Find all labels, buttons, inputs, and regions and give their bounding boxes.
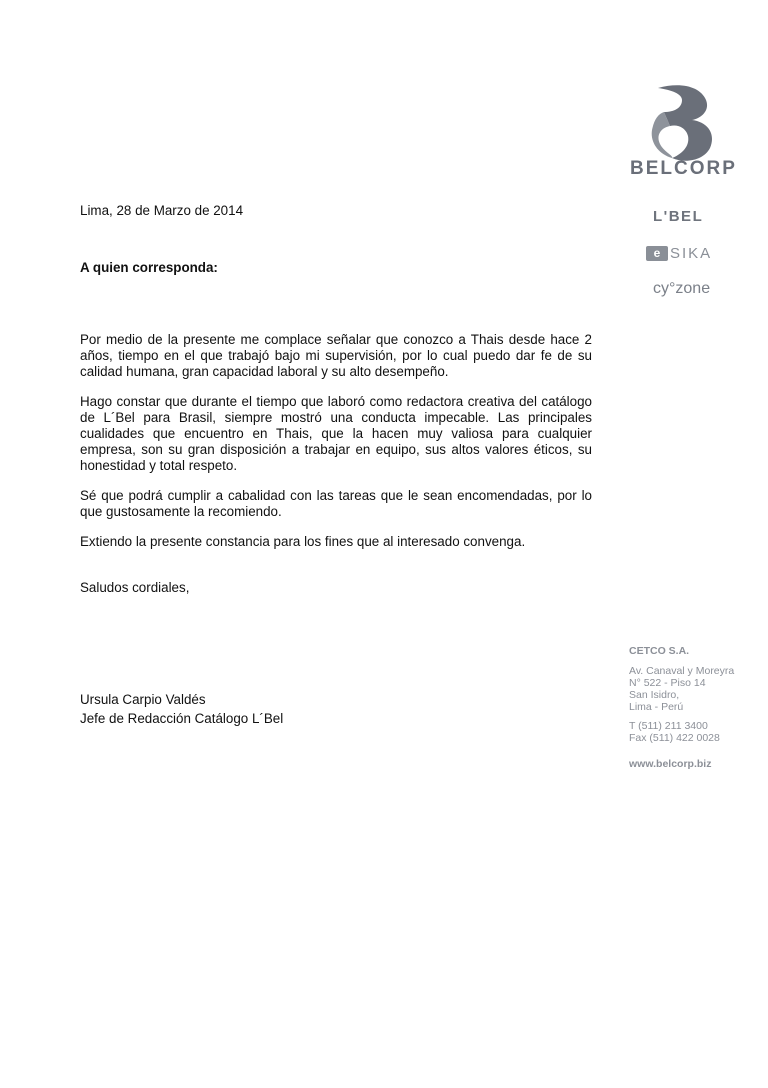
company-address — [629, 645, 759, 770]
letter-closing: Saludos cordiales, — [80, 580, 190, 595]
address-company: CETCO S.A. — [629, 645, 690, 657]
paragraph: Por medio de la presente me complace señalar que conozco a Thais desde hace 2 años, tiempo en el que trabajó bajo mi supervisión, por lo cual puedo dar fe de su calidad humana, gran capacidad laboral y su alto desempeño. — [80, 332, 592, 379]
address-number: N° 522 - Piso 14 — [629, 677, 706, 689]
signature-block — [80, 690, 283, 728]
address-contact — [629, 720, 759, 744]
address-location — [629, 665, 759, 713]
address-website[interactable]: www.belcorp.biz — [629, 758, 712, 770]
belcorp-wordmark: BELCORP — [630, 158, 737, 179]
signer-name: Ursula Carpio Valdés — [80, 692, 206, 707]
esika-logo — [646, 245, 712, 262]
address-fax: Fax (511) 422 0028 — [629, 732, 720, 744]
paragraph: Hago constar que durante el tiempo que laboró como redactora creativa del catálogo de L´Bel para Brasil, siempre mostró una conducta impecable. Las principales cualidades que encuentro en Thais, que la hacen muy valiosa para cualquier empresa, son su gran disposición a trabajar en equipo, sus altos valores éticos, su honestidad y total respeto. — [80, 394, 592, 473]
cyzone-logo: cy°zone — [653, 280, 711, 297]
letter-salutation: A quien corresponda: — [80, 260, 218, 275]
address-district: San Isidro, — [629, 689, 680, 701]
address-phone: T (511) 211 3400 — [629, 720, 708, 732]
esika-mark: e — [646, 246, 668, 261]
paragraph: Sé que podrá cumplir a cabalidad con las tareas que le sean encomendadas, por lo que gustosamente la recomiendo. — [80, 488, 592, 519]
letter-paragraphs — [80, 332, 592, 564]
lbel-logo: L'BEL — [653, 208, 704, 225]
letter-date: Lima, 28 de Marzo de 2014 — [80, 203, 244, 218]
esika-wordmark: SIKA — [670, 245, 713, 262]
signer-title: Jefe de Redacción Catálogo L´Bel — [80, 711, 284, 726]
paragraph: Extiendo la presente constancia para los fines que al interesado convenga. — [80, 534, 526, 549]
address-street: Av. Canaval y Moreyra — [629, 665, 735, 677]
belcorp-logo — [630, 82, 740, 187]
address-city: Lima - Perú — [629, 701, 684, 713]
